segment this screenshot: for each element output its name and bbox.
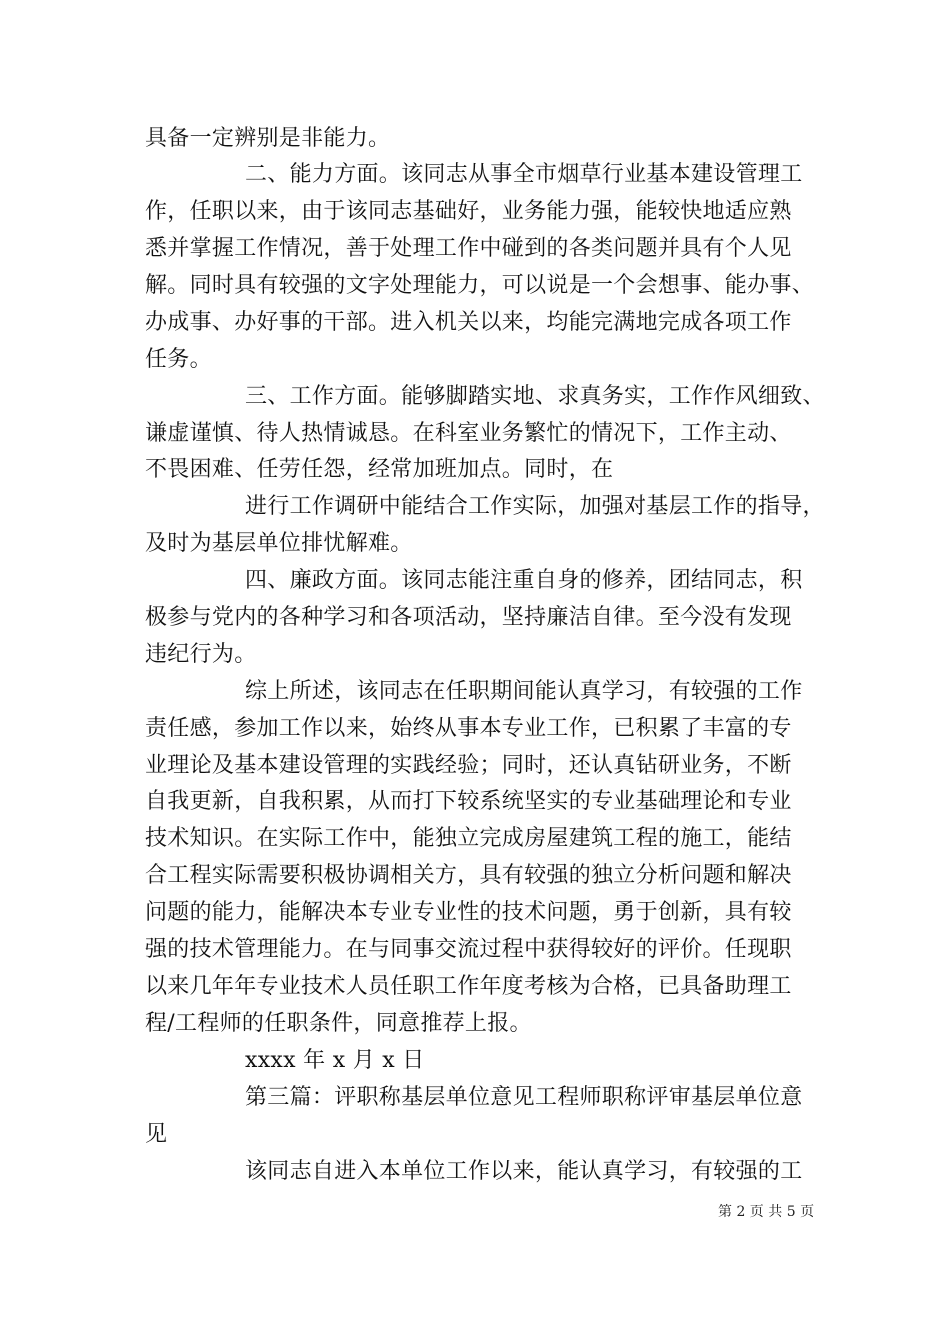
- text-line: 问题的能力，能解决本专业专业性的技术问题，勇于创新，具有较: [145, 900, 792, 925]
- page-number-footer: 第 2 页 共 5 页: [718, 1204, 815, 1220]
- section-heading-continued: 见: [145, 1122, 168, 1147]
- text-line: 作，任职以来，由于该同志基础好，业务能力强，能较快地适应熟: [145, 199, 792, 224]
- text-line: 不畏困难、任劳任怨，经常加班加点。同时，在: [145, 457, 614, 482]
- text-line: 技术知识。在实际工作中，能独立完成房屋建筑工程的施工，能结: [145, 826, 792, 851]
- text-line: 强的技术管理能力。在与同事交流过程中获得较好的评价。任现职: [145, 937, 792, 962]
- text-line: 自我更新，自我积累，从而打下较系统坚实的专业基础理论和专业: [145, 789, 792, 814]
- text-line: 四、廉政方面。该同志能注重自身的修养，团结同志，积: [245, 568, 803, 593]
- text-line: 解。同时具有较强的文字处理能力，可以说是一个会想事、能办事、: [145, 273, 815, 298]
- text-line: 进行工作调研中能结合工作实际，加强对基层工作的指导，: [245, 494, 825, 519]
- text-line: 合工程实际需要积极协调相关方，具有较强的独立分析问题和解决: [145, 863, 792, 888]
- text-line: 三、工作方面。能够脚踏实地、求真务实，工作作风细致、: [245, 384, 825, 409]
- text-line: 责任感，参加工作以来，始终从事本专业工作，已积累了丰富的专: [145, 716, 792, 741]
- text-line: 极参与党内的各种学习和各项活动，坚持廉洁自律。至今没有发现: [145, 605, 792, 630]
- text-line: 二、能力方面。该同志从事全市烟草行业基本建设管理工: [245, 162, 803, 187]
- text-line: 办成事、办好事的干部。进入机关以来，均能完满地完成各项工作: [145, 310, 792, 335]
- text-line: 综上所述，该同志在任职期间能认真学习，有较强的工作: [245, 679, 803, 704]
- section-heading: 第三篇：评职称基层单位意见工程师职称评审基层单位意: [245, 1085, 803, 1110]
- text-line: 谦虚谨慎、待人热情诚恳。在科室业务繁忙的情况下，工作主动、: [145, 421, 792, 446]
- text-line: 以来几年年专业技术人员任职工作年度考核为合格，已具备助理工: [145, 974, 792, 999]
- text-line: 悉并掌握工作情况，善于处理工作中碰到的各类问题并具有个人见: [145, 236, 792, 261]
- text-line: 程/工程师的任职条件，同意推荐上报。: [145, 1011, 532, 1036]
- text-line: 该同志自进入本单位工作以来，能认真学习，有较强的工: [245, 1159, 803, 1184]
- date-line: xxxx 年 x 月 x 日: [245, 1048, 425, 1073]
- text-line: 具备一定辨别是非能力。: [145, 126, 391, 151]
- text-line: 违纪行为。: [145, 642, 257, 667]
- text-line: 任务。: [145, 347, 212, 372]
- text-line: 业理论及基本建设管理的实践经验；同时，还认真钻研业务，不断: [145, 753, 792, 778]
- text-line: 及时为基层单位排忧解难。: [145, 531, 413, 556]
